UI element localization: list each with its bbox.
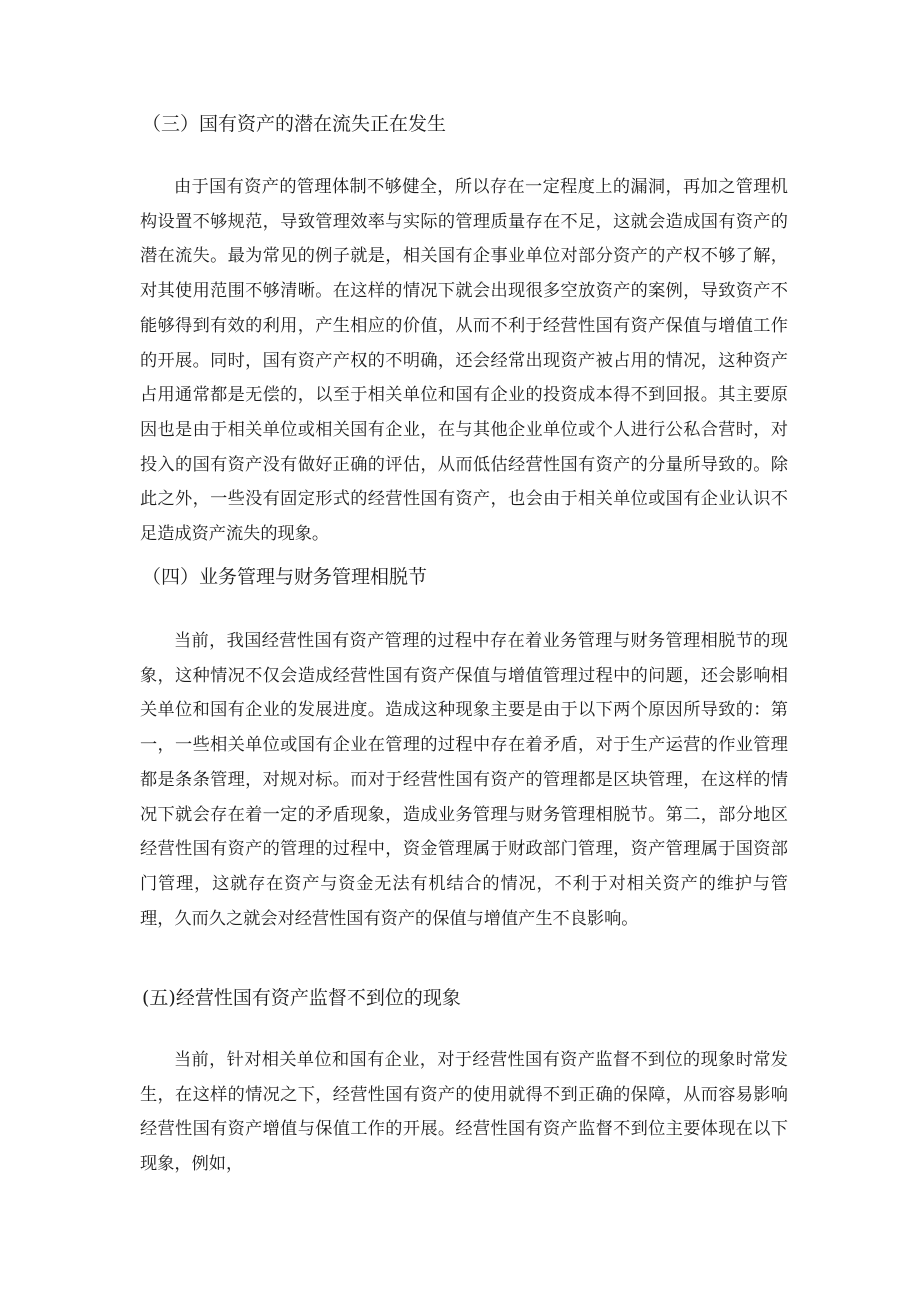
section-3-body: 由于国有资产的管理体制不够健全，所以存在一定程度上的漏洞，再加之管理机构设置不够规范，导致管理效率与实际的管理质量存在不足，这就会造成国有资产的潜在流失。最为常见的例子就是，相关国有企事业单位对部分资产的产权不够了解，对其使用范围不够清晰。在这样的情况下就会出现很多空放资产的案例，导致资产不能够得到有效的利用，产生相应的价值，从而不利于经营性国有资产保值与增值工作的开展。同时，国有资产产权的不明确，还会经常出现资产被占用的情况，这种资产占用通常都是无偿的，以至于相关单位和国有企业的投资成本得不到回报。其主要原因也是由于相关单位或相关国有企业，在与其他企业单位或个人进行公私合营时，对投入的国有资产没有做好正确的评估，从而低估经营性国有资产的分量所导致的。除此之外，一些没有固定形式的经营性国有资产，也会由于相关单位或国有企业认识不足造成资产流失的现象。 bbox=[140, 177, 788, 545]
section-4-heading: （四）业务管理与财务管理相脱节 bbox=[142, 566, 428, 588]
section-4-body: 当前，我国经营性国有资产管理的过程中存在着业务管理与财务管理相脱节的现象，这种情况不仅会造成经营性国有资产保值与增值管理过程中的问题，还会影响相关单位和国有企业的发展进度。造成这种现象主要是由于以下两个原因所导致的：第一，一些相关单位或国有企业在管理的过程中存在着矛盾，对于生产运营的作业管理都是条条管理，对规对标。而对于经营性国有资产的管理都是区块管理，在这样的情况下就会存在着一定的矛盾现象，造成业务管理与财务管理相脱节。第二，部分地区经营性国有资产的管理的过程中，资金管理属于财政部门管理，资产管理属于国资部门管理，这就存在资产与资金无法有机结合的情况，不利于对相关资产的维护与管理，久而久之就会对经营性国有资产的保值与增值产生不良影响。 bbox=[140, 631, 788, 929]
section-3-heading: （三）国有资产的潜在流失正在发生 bbox=[142, 113, 447, 135]
section-5-heading: (五)经营性国有资产监督不到位的现象 bbox=[142, 987, 461, 1009]
section-5-body: 当前，针对相关单位和国有企业，对于经营性国有资产监督不到位的现象时常发生，在这样的情况之下，经营性国有资产的使用就得不到正确的保障，从而容易影响经营性国有资产增值与保值工作的开展。经营性国有资产监督不到位主要体现在以下现象，例如， bbox=[140, 1050, 788, 1175]
